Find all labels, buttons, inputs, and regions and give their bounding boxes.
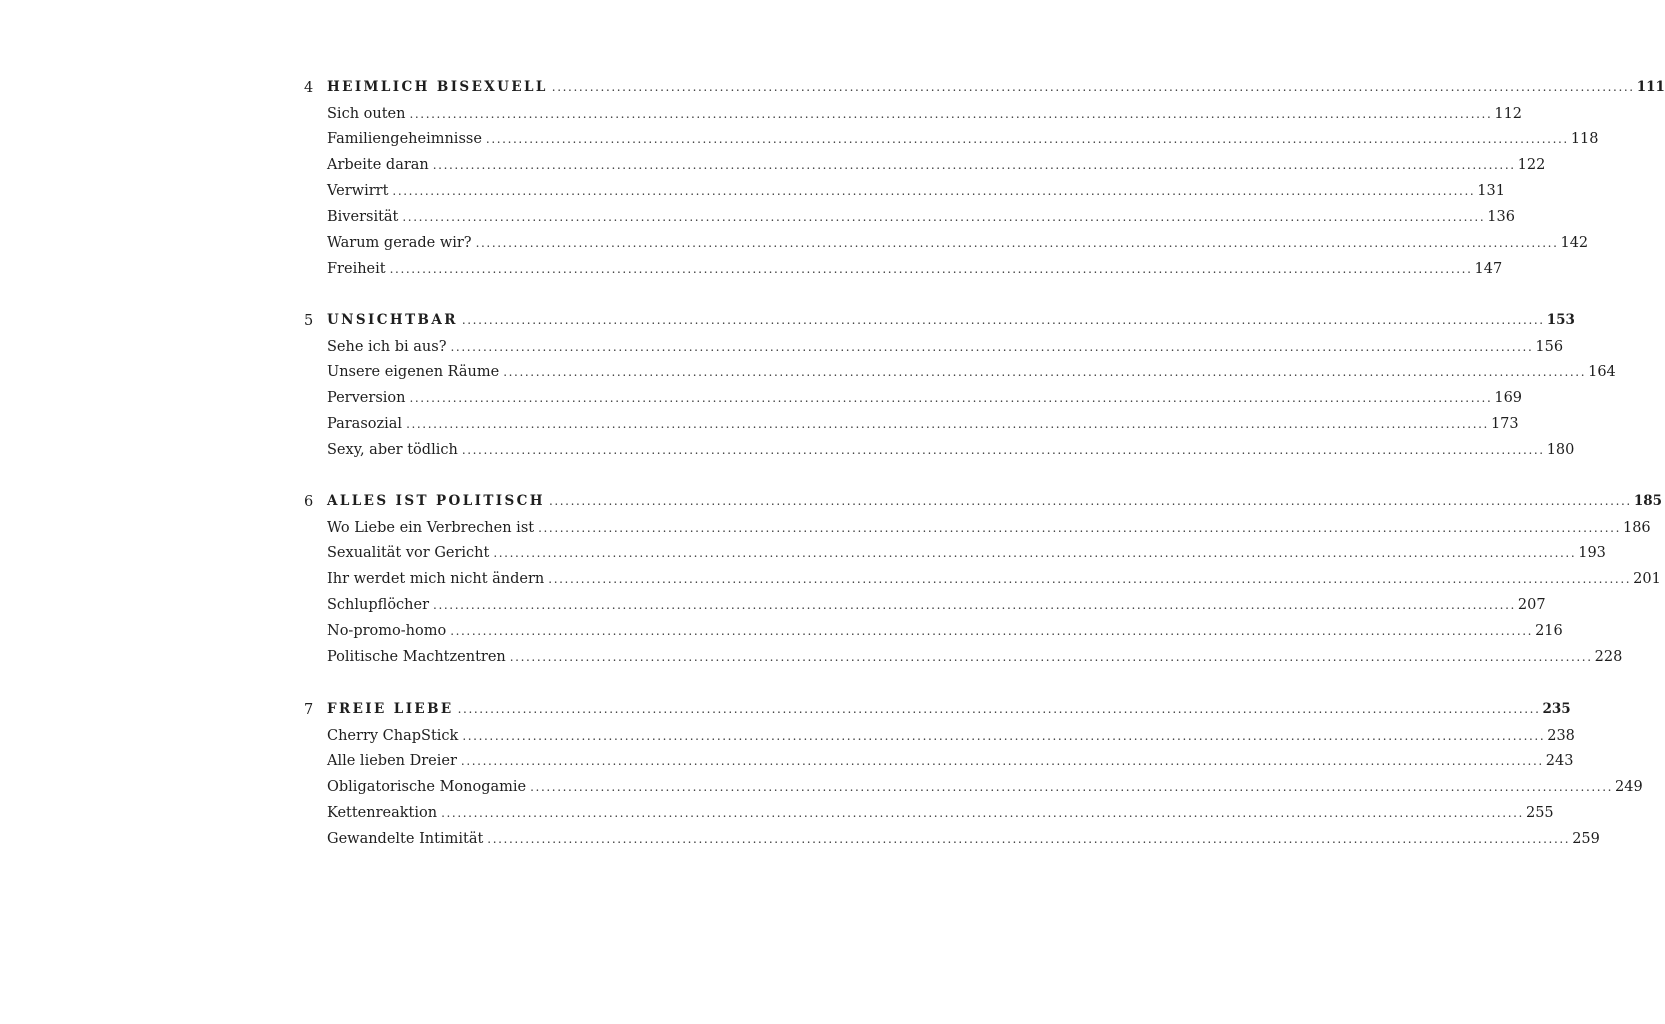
section-page-number: 249 — [1615, 779, 1643, 796]
dot-leader: ........................................................................................................................................................................................................ — [461, 313, 1545, 328]
section-title: Politische Machtzentren — [327, 649, 506, 666]
section-title: Wo Liebe ein Verbrechen ist — [327, 519, 535, 536]
section-page-number: 136 — [1487, 209, 1515, 226]
dot-leader: ........................................................................................................................................................................................................ — [530, 780, 1614, 795]
chapter-4 — [300, 75, 1665, 282]
dot-leader: ........................................................................................................................................................................................................ — [457, 702, 1541, 717]
toc-entry[interactable] — [300, 775, 1643, 801]
section-title: Obligatorische Monogamie — [327, 779, 527, 796]
section-title: Sexy, aber tödlich — [327, 442, 458, 459]
toc-entry[interactable] — [300, 618, 1563, 644]
section-page-number: 193 — [1578, 545, 1606, 562]
dot-leader: ........................................................................................................................................................................................................ — [538, 520, 1621, 535]
section-title: Freiheit — [327, 260, 386, 277]
toc-entry[interactable] — [300, 644, 1623, 670]
chapter-heading[interactable] — [300, 489, 1663, 515]
chapter-page-number: 111 — [1636, 79, 1665, 96]
section-page-number: 112 — [1494, 105, 1523, 122]
dot-leader: ........................................................................................................................................................................................................ — [402, 210, 1486, 225]
section-page-number: 164 — [1588, 364, 1616, 381]
dot-leader: ........................................................................................................................................................................................................ — [551, 80, 1635, 95]
section-page-number: 147 — [1474, 260, 1503, 277]
section-title: Familiengeheimnisse — [327, 131, 482, 148]
chapter-heading[interactable] — [300, 697, 1571, 723]
chapter-title: FREIE LIEBE — [327, 701, 454, 718]
section-page-number: 207 — [1517, 597, 1546, 614]
section-title: Warum gerade wir? — [327, 235, 472, 252]
toc-entry[interactable] — [300, 749, 1574, 775]
section-page-number: 142 — [1560, 235, 1589, 252]
chapter-7 — [300, 697, 1643, 852]
dot-leader: ........................................................................................................................................................................................................ — [432, 158, 1516, 173]
section-page-number: 201 — [1633, 571, 1661, 588]
dot-leader: ........................................................................................................................................................................................................ — [503, 365, 1587, 380]
section-title: Schlupflöcher — [327, 597, 430, 614]
chapter-5 — [300, 308, 1616, 463]
section-page-number: 156 — [1535, 338, 1564, 355]
toc-entry[interactable] — [300, 101, 1523, 127]
toc-entry[interactable] — [300, 334, 1564, 360]
dot-leader: ........................................................................................................................................................................................................ — [406, 417, 1489, 432]
section-title: Gewandelte Intimität — [327, 831, 484, 848]
section-page-number: 228 — [1594, 649, 1623, 666]
section-title: Sich outen — [327, 105, 406, 122]
chapter-6 — [300, 489, 1663, 670]
chapter-title: ALLES IST POLITISCH — [327, 493, 545, 510]
section-title: Cherry ChapStick — [327, 727, 459, 744]
chapter-page-number: 153 — [1546, 312, 1575, 329]
dot-leader: ........................................................................................................................................................................................................ — [485, 132, 1569, 147]
section-page-number: 118 — [1570, 131, 1599, 148]
section-title: Sexualität vor Gericht — [327, 545, 490, 562]
dot-leader: ........................................................................................................................................................................................................ — [509, 650, 1593, 665]
dot-leader: ........................................................................................................................................................................................................ — [392, 184, 1476, 199]
section-title: Perversion — [327, 390, 406, 407]
section-page-number: 173 — [1490, 416, 1519, 433]
dot-leader: ........................................................................................................................................................................................................ — [493, 546, 1577, 561]
toc-entry[interactable] — [300, 593, 1546, 619]
toc-entry[interactable] — [300, 541, 1606, 567]
dot-leader: ........................................................................................................................................................................................................ — [389, 261, 1473, 276]
dot-leader: ........................................................................................................................................................................................................ — [441, 806, 1524, 821]
toc-entry[interactable] — [300, 826, 1600, 852]
section-title: Unsere eigenen Räume — [327, 364, 500, 381]
dot-leader: ........................................................................................................................................................................................................ — [548, 494, 1632, 509]
dot-leader: ........................................................................................................................................................................................................ — [462, 728, 1546, 743]
toc-entry[interactable] — [300, 567, 1661, 593]
chapter-page-number: 185 — [1633, 493, 1663, 510]
section-page-number: 243 — [1545, 753, 1574, 770]
toc-entry[interactable] — [300, 723, 1575, 749]
chapter-heading[interactable] — [300, 308, 1575, 334]
dot-leader: ........................................................................................................................................................................................................ — [475, 236, 1559, 251]
dot-leader: ........................................................................................................................................................................................................ — [460, 754, 1544, 769]
dot-leader: ........................................................................................................................................................................................................ — [409, 391, 1493, 406]
chapter-heading[interactable] — [300, 75, 1665, 101]
section-page-number: 180 — [1546, 442, 1575, 459]
section-title: No-promo-homo — [327, 623, 447, 640]
section-title: Alle lieben Dreier — [327, 753, 457, 770]
chapter-number: 6 — [304, 493, 314, 510]
toc-entry[interactable] — [300, 230, 1589, 256]
section-page-number: 216 — [1535, 623, 1563, 640]
chapter-number: 4 — [304, 79, 314, 96]
toc-entry[interactable] — [300, 127, 1599, 153]
chapter-number: 7 — [304, 701, 314, 718]
dot-leader: ........................................................................................................................................................................................................ — [450, 339, 1534, 354]
section-page-number: 186 — [1622, 519, 1651, 536]
chapter-title: HEIMLICH BISEXUELL — [327, 79, 548, 96]
dot-leader: ........................................................................................................................................................................................................ — [548, 572, 1632, 587]
section-title: Parasozial — [327, 416, 403, 433]
section-title: Biversität — [327, 209, 399, 226]
toc-entry[interactable] — [300, 437, 1575, 463]
dot-leader: ........................................................................................................................................................................................................ — [450, 624, 1534, 639]
dot-leader: ........................................................................................................................................................................................................ — [461, 443, 1545, 458]
toc-entry[interactable] — [300, 412, 1519, 438]
section-title: Verwirrt — [327, 183, 389, 200]
section-page-number: 255 — [1525, 805, 1554, 822]
section-title: Arbeite daran — [327, 157, 429, 174]
section-title: Kettenreaktion — [327, 805, 438, 822]
chapter-page-number: 235 — [1542, 701, 1571, 718]
section-title: Sehe ich bi aus? — [327, 338, 447, 355]
section-page-number: 259 — [1572, 831, 1600, 848]
section-page-number: 169 — [1494, 390, 1523, 407]
chapter-number: 5 — [304, 312, 314, 329]
toc-entry[interactable] — [300, 256, 1503, 282]
dot-leader: ........................................................................................................................................................................................................ — [487, 832, 1571, 847]
toc-entry[interactable] — [300, 515, 1651, 541]
toc-entry[interactable] — [300, 153, 1546, 179]
toc-entry[interactable] — [300, 801, 1554, 827]
section-title: Ihr werdet mich nicht ändern — [327, 571, 545, 588]
toc-entry[interactable] — [300, 204, 1515, 230]
section-page-number: 131 — [1477, 183, 1505, 200]
dot-leader: ........................................................................................................................................................................................................ — [433, 598, 1516, 613]
section-page-number: 122 — [1517, 157, 1546, 174]
toc-entry[interactable] — [300, 386, 1523, 412]
dot-leader: ........................................................................................................................................................................................................ — [409, 106, 1493, 121]
section-page-number: 238 — [1547, 727, 1575, 744]
chapter-title: UNSICHTBAR — [327, 312, 458, 329]
toc-entry[interactable] — [300, 360, 1616, 386]
toc-entry[interactable] — [300, 179, 1505, 205]
